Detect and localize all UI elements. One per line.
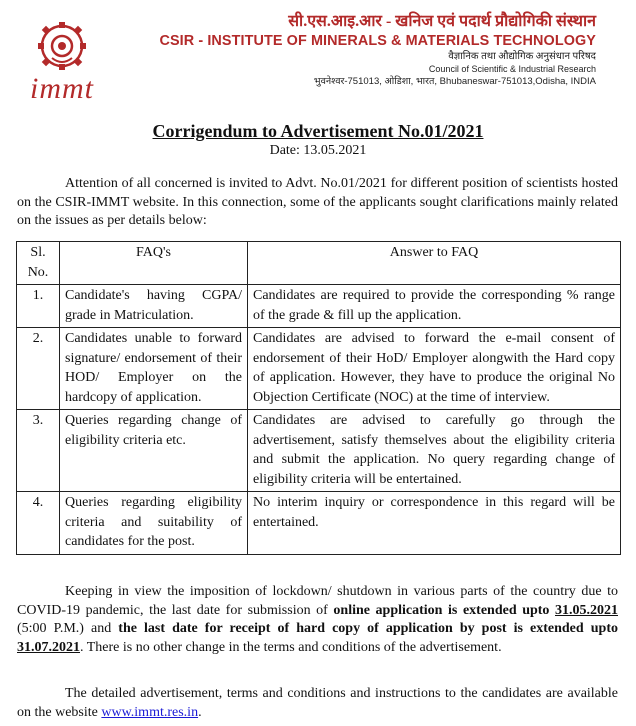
closing-end: .: [198, 704, 202, 720]
header-faq: FAQ's: [60, 242, 248, 285]
row-answer: Candidates are advised to carefully go through the advertisement, satisfy themselves about the eligibility criteria and submit the application. No query regarding change of eligibility criteria will be entertained.: [248, 410, 621, 492]
extension-text-2: (5:00 P.M.) and: [17, 621, 119, 636]
header-answer: Answer to FAQ: [248, 242, 621, 285]
hindi-institute-title: सी.एस.आइ.आर - खनिज एवं पदार्थ प्रौद्योगिकी संस्थान: [288, 13, 596, 30]
council-subtitle: Council of Scientific & Industrial Research: [428, 64, 596, 74]
row-number: 4.: [17, 492, 60, 555]
row-faq: Candidates unable to forward signature/ endorsement of their HOD/ Employer on the hardcopy of application.: [60, 328, 248, 410]
extension-bold-2: the last date for receipt of hard copy of application by post is extended upto: [118, 621, 618, 636]
row-answer: Candidates are required to provide the corresponding % range of the grade & fill up the application.: [248, 285, 621, 328]
faq-table: [16, 241, 621, 555]
row-number: 2.: [17, 328, 60, 410]
letterhead: [159, 12, 596, 88]
extension-text-1: Keeping in view the imposition of lockdown/ shutdown in various parts of the country due to COVID-19 pandemic, the last date for submission of: [17, 584, 618, 618]
closing-text: The detailed advertisement, terms and conditions and instructions to the candidates are available on the website: [17, 686, 618, 720]
extension-paragraph: [17, 583, 618, 657]
row-answer: Candidates are advised to forward the e-mail consent of endorsement of their HoD/ Employer alongwith the Hard copy of application. However, they have to produce the original No Objection Certificate (NOC) at the time of interview.: [248, 328, 621, 410]
hindi-council-subtitle: वैज्ञानिक तथा औद्योगिक अनुसंधान परिषद: [448, 51, 596, 62]
logo-text: immt: [30, 72, 94, 105]
row-answer: No interim inquiry or correspondence in this regard will be entertained.: [248, 492, 621, 555]
intro-paragraph: Attention of all concerned is invited to Advt. No.01/2021 for different position of scientists hosted on the CSIR-IMMT website. In this connection, some of the applicants sought clarifications mainly related on the issues as per details below:: [17, 176, 618, 228]
institute-address: भुवनेश्वर-751013, ओडिशा, भारत, Bhubaneswar-751013,Odisha, INDIA: [313, 76, 596, 87]
online-last-date: 31.05.2021: [555, 602, 618, 618]
closing-paragraph: [17, 685, 618, 722]
table-row: [17, 410, 621, 492]
english-institute-title: CSIR - INSTITUTE OF MINERALS & MATERIALS TECHNOLOGY: [159, 33, 596, 49]
table-row: [17, 328, 621, 410]
row-number: 3.: [17, 410, 60, 492]
website-link[interactable]: www.immt.res.in: [101, 704, 199, 720]
extension-bold-1: online application is extended upto: [333, 602, 555, 618]
row-number: 1.: [17, 285, 60, 328]
document-title: Corrigendum to Advertisement No.01/2021: [152, 121, 484, 141]
table-row: [17, 285, 621, 328]
row-faq: Queries regarding eligibility criteria and suitability of candidates for the post.: [60, 492, 248, 555]
gear-emblem-icon: [22, 18, 102, 78]
row-faq: Queries regarding change of eligibility criteria etc.: [60, 410, 248, 492]
document-date: Date: 13.05.2021: [269, 143, 367, 158]
row-faq: Candidate's having CGPA/ grade in Matriculation.: [60, 285, 248, 328]
hardcopy-last-date: 31.07.2021: [17, 639, 80, 655]
table-row: [17, 492, 621, 555]
header-sl-no: Sl. No.: [17, 242, 60, 285]
table-header-row: [17, 242, 621, 285]
extension-text-3: . There is no other change in the terms and conditions of the advertisement.: [80, 639, 502, 655]
